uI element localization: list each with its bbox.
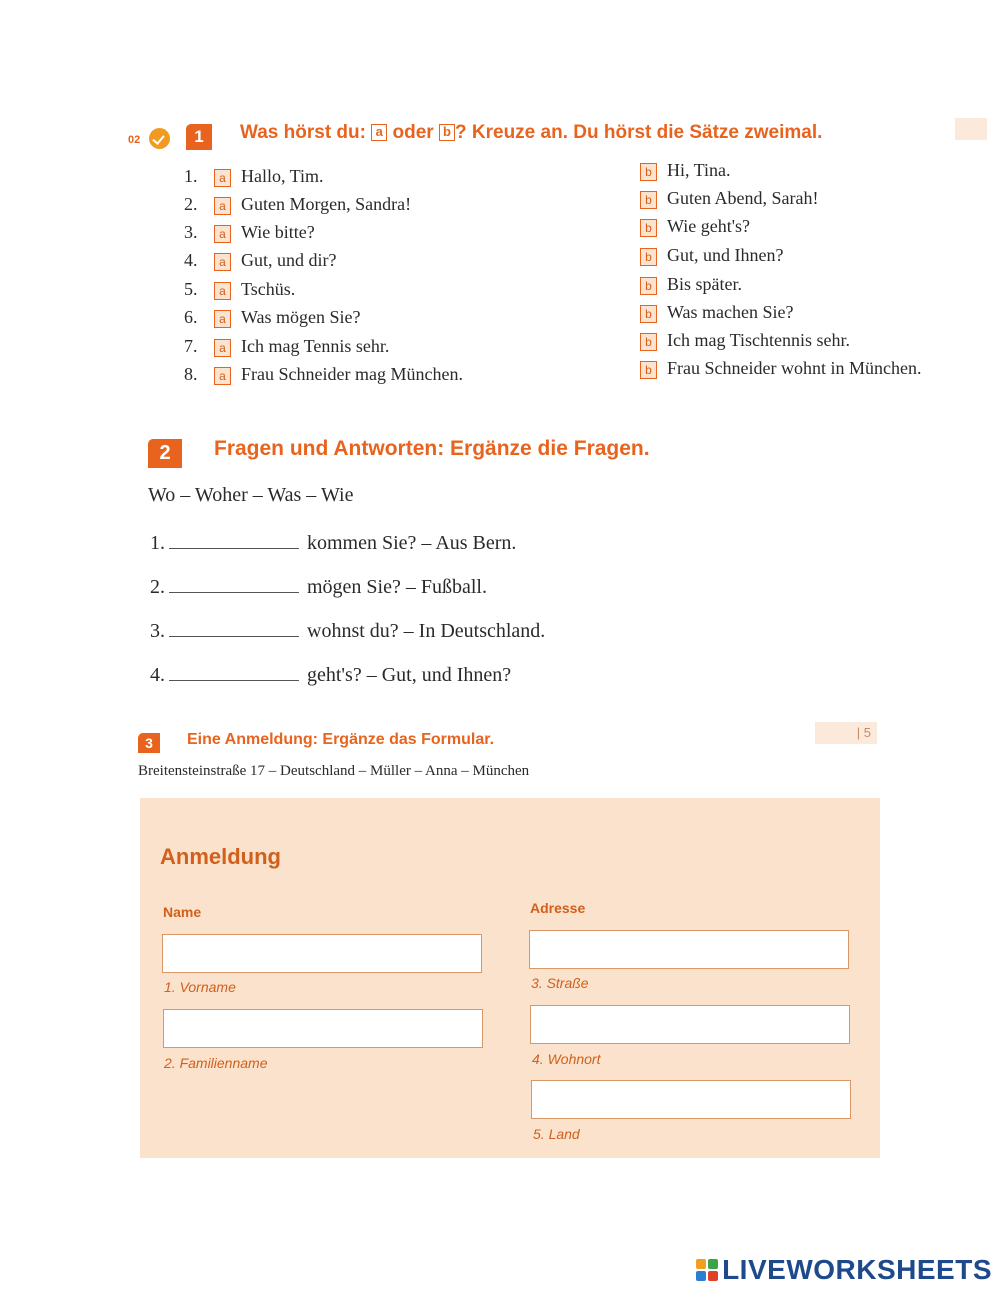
exercise-1-option-b — [640, 330, 850, 351]
checkbox-b[interactable]: b — [640, 277, 657, 295]
land-field[interactable] — [531, 1080, 851, 1119]
familienname-label: 2. Familienname — [164, 1055, 268, 1071]
item-number: 4. — [184, 250, 198, 270]
audio-cd-icon — [149, 128, 170, 149]
option-a-text: Gut, und dir? — [241, 250, 337, 270]
title-part-2: ? Kreuze an. Du hörst die Sätze zweimal. — [455, 122, 823, 143]
page-number-tag: | 5 — [815, 722, 877, 744]
title-letter-a: a — [371, 124, 387, 141]
exercise-1-number: 1 — [186, 124, 212, 150]
option-b-text: Bis später. — [667, 274, 742, 294]
wohnort-label: 4. Wohnort — [532, 1051, 601, 1067]
checkbox-a[interactable]: a — [214, 253, 231, 271]
option-a-text: Wie bitte? — [241, 222, 315, 242]
exercise-1-option-b — [640, 188, 818, 209]
checkbox-b[interactable]: b — [640, 333, 657, 351]
page-corner-tab — [955, 118, 987, 140]
exercise-1-option-b — [640, 302, 794, 323]
title-mid: oder — [392, 122, 434, 143]
track-number: 02 — [128, 134, 141, 146]
option-b-text: Gut, und Ihnen? — [667, 245, 784, 265]
option-b-text: Was machen Sie? — [667, 302, 794, 322]
form-heading: Anmeldung — [160, 844, 281, 869]
checkbox-b[interactable]: b — [640, 191, 657, 209]
exercise-1-option-a — [184, 166, 324, 187]
exercise-2-title: Fragen und Antworten: Ergänze die Fragen. — [214, 437, 650, 460]
logo-text: LIVEWORKSHEETS — [722, 1254, 992, 1285]
option-b-text: Frau Schneider wohnt in München. — [667, 358, 922, 378]
exercise-1-option-a — [184, 336, 389, 357]
option-b-text: Ich mag Tischtennis sehr. — [667, 330, 850, 350]
checkbox-a[interactable]: a — [214, 197, 231, 215]
strasse-label: 3. Straße — [531, 975, 589, 991]
exercise-1-title — [240, 122, 822, 144]
option-b-text: Hi, Tina. — [667, 160, 731, 180]
vorname-field[interactable] — [162, 934, 482, 973]
address-header: Adresse — [530, 900, 586, 916]
answer-blank[interactable] — [169, 664, 299, 681]
option-a-text: Frau Schneider mag München. — [241, 364, 463, 384]
option-b-text: Guten Abend, Sarah! — [667, 188, 819, 208]
exercise-1-option-a — [184, 194, 411, 215]
wohnort-field[interactable] — [530, 1005, 850, 1044]
option-a-text: Was mögen Sie? — [241, 307, 361, 327]
exercise-3-title: Eine Anmeldung: Ergänze das Formular. — [187, 731, 495, 748]
item-number: 4. — [150, 664, 165, 686]
exercise-2-item — [150, 532, 516, 555]
option-a-text: Ich mag Tennis sehr. — [241, 336, 390, 356]
question-rest: mögen Sie? – Fußball. — [307, 576, 487, 598]
checkbox-a[interactable]: a — [214, 282, 231, 300]
exercise-1-option-b — [640, 160, 731, 181]
checkbox-a[interactable]: a — [214, 367, 231, 385]
checkbox-b[interactable]: b — [640, 219, 657, 237]
answer-blank[interactable] — [169, 532, 299, 549]
exercise-1-option-a — [184, 222, 315, 243]
item-number: 5. — [184, 279, 198, 299]
strasse-field[interactable] — [529, 930, 849, 969]
question-rest: geht's? – Gut, und Ihnen? — [307, 664, 512, 686]
liveworksheets-logo — [696, 1254, 992, 1286]
checkbox-a[interactable]: a — [214, 310, 231, 328]
title-part-1: Was hörst du: — [240, 122, 366, 143]
exercise-1-option-b — [640, 245, 783, 266]
exercise-2-number: 2 — [148, 439, 182, 468]
answer-blank[interactable] — [169, 620, 299, 637]
exercise-2-word-bank: Wo – Woher – Was – Wie — [148, 484, 354, 506]
answer-blank[interactable] — [169, 576, 299, 593]
exercise-3-number: 3 — [138, 733, 160, 753]
option-a-text: Hallo, Tim. — [241, 166, 324, 186]
registration-form — [140, 798, 880, 1158]
vorname-label: 1. Vorname — [164, 979, 236, 995]
title-letter-b: b — [439, 124, 455, 141]
land-label: 5. Land — [533, 1126, 580, 1142]
item-number: 8. — [184, 364, 198, 384]
option-a-text: Tschüs. — [241, 279, 296, 299]
item-number: 6. — [184, 307, 198, 327]
exercise-1-option-a — [184, 307, 361, 328]
exercise-2-item — [150, 664, 511, 687]
checkbox-a[interactable]: a — [214, 225, 231, 243]
item-number: 1. — [150, 532, 165, 554]
checkbox-b[interactable]: b — [640, 305, 657, 323]
exercise-1-option-a — [184, 250, 336, 271]
item-number: 2. — [184, 194, 198, 214]
exercise-1-option-a — [184, 279, 295, 300]
checkbox-b[interactable]: b — [640, 361, 657, 379]
familienname-field[interactable] — [163, 1009, 483, 1048]
exercise-1-option-b — [640, 358, 921, 379]
item-number: 3. — [184, 222, 198, 242]
question-rest: kommen Sie? – Aus Bern. — [307, 532, 517, 554]
exercise-2-item — [150, 576, 487, 599]
item-number: 1. — [184, 166, 198, 186]
liveworksheets-mark-icon — [696, 1259, 718, 1281]
checkbox-b[interactable]: b — [640, 163, 657, 181]
name-header: Name — [163, 904, 202, 920]
item-number: 2. — [150, 576, 165, 598]
checkbox-a[interactable]: a — [214, 339, 231, 357]
checkbox-b[interactable]: b — [640, 248, 657, 266]
question-rest: wohnst du? – In Deutschland. — [307, 620, 546, 642]
item-number: 7. — [184, 336, 198, 356]
exercise-1-option-a — [184, 364, 463, 385]
checkbox-a[interactable]: a — [214, 169, 231, 187]
exercise-1-option-b — [640, 274, 742, 295]
exercise-3-word-bank: Breitensteinstraße 17 – Deutschland – Müller – Anna – München — [138, 763, 530, 779]
exercise-2-item — [150, 620, 545, 643]
option-a-text: Guten Morgen, Sandra! — [241, 194, 412, 214]
option-b-text: Wie geht's? — [667, 216, 750, 236]
item-number: 3. — [150, 620, 165, 642]
exercise-1-option-b — [640, 216, 750, 237]
